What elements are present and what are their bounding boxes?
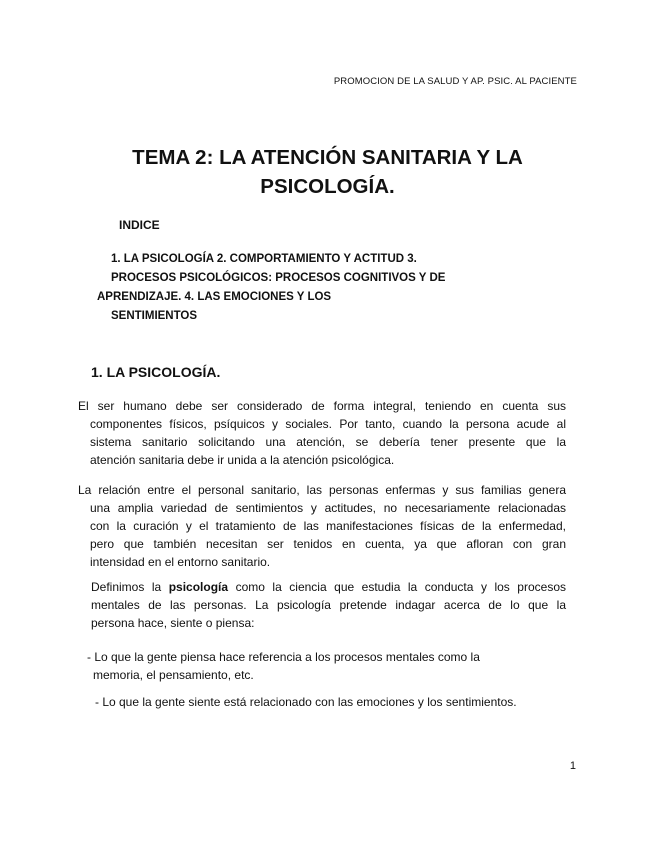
paragraph-line: intensidad en el entorno sanitario.: [90, 555, 271, 569]
toc-line: SENTIMIENTOS: [111, 310, 198, 322]
toc-line: 1. LA PSICOLOGÍA 2. COMPORTAMIENTO Y ACTITUD 3.: [111, 253, 417, 265]
toc-line: PROCESOS PSICOLÓGICOS: PROCESOS COGNITIVOS Y DE: [111, 272, 446, 284]
section-heading: 1. LA PSICOLOGÍA.: [91, 364, 221, 380]
page-number: 1: [569, 760, 576, 772]
paragraph-line: una amplia variedad de sentimientos y actitudes, no necesariamente relacionadas: [90, 501, 566, 515]
paragraph-3: [91, 578, 566, 632]
term-psicologia: psicología: [168, 580, 229, 594]
bullet-item: [95, 693, 555, 711]
paragraph-line: pero que también necesitan ser tenidos en cuenta, ya que afloran con gran: [90, 537, 566, 551]
paragraph-line: La relación entre el personal sanitario, las personas enfermas y sus familias genera: [78, 483, 566, 497]
bullet-line: - Lo que la gente siente está relacionado con las emociones y los sentimientos.: [95, 695, 517, 709]
page-title: [100, 143, 555, 201]
paragraph-line: El ser humano debe ser considerado de forma integral, teniendo en cuenta sus: [78, 399, 566, 413]
paragraph-2: [78, 481, 566, 571]
title-line-1: TEMA 2: LA ATENCIÓN SANITARIA Y LA: [132, 146, 523, 169]
paragraph-line: componentes físicos, psíquicos y sociales. Por tanto, cuando la persona acude al: [90, 417, 566, 431]
title-line-2: PSICOLOGÍA.: [260, 175, 395, 198]
paragraph-line: atención sanitaria debe ir unida a la atención psicológica.: [90, 453, 395, 467]
bullet-line: memoria, el pensamiento, etc.: [93, 668, 254, 682]
paragraph-1: [78, 397, 566, 469]
paragraph-line: con la curación y el tratamiento de las manifestaciones físicas de la enfermedad,: [90, 519, 566, 533]
bullet-line: - Lo que la gente piensa hace referencia a los procesos mentales como la: [87, 650, 480, 664]
paragraph-line: sistema sanitario solicitando una atención, se debería tener presente que la: [90, 435, 566, 449]
paragraph-line: persona hace, siente o piensa:: [91, 616, 255, 630]
table-of-contents: [97, 250, 537, 326]
index-label: INDICE: [119, 218, 160, 232]
running-header: PROMOCION DE LA SALUD Y AP. PSIC. AL PACIENTE: [333, 76, 577, 87]
paragraph-line: mentales de las personas. La psicología pretende indagar acerca de lo que la: [91, 598, 566, 612]
toc-line: APRENDIZAJE. 4. LAS EMOCIONES Y LOS: [97, 291, 332, 303]
bullet-item: [87, 648, 527, 684]
paragraph-line: Definimos la psicología como la ciencia que estudia la conducta y los procesos: [91, 580, 567, 594]
